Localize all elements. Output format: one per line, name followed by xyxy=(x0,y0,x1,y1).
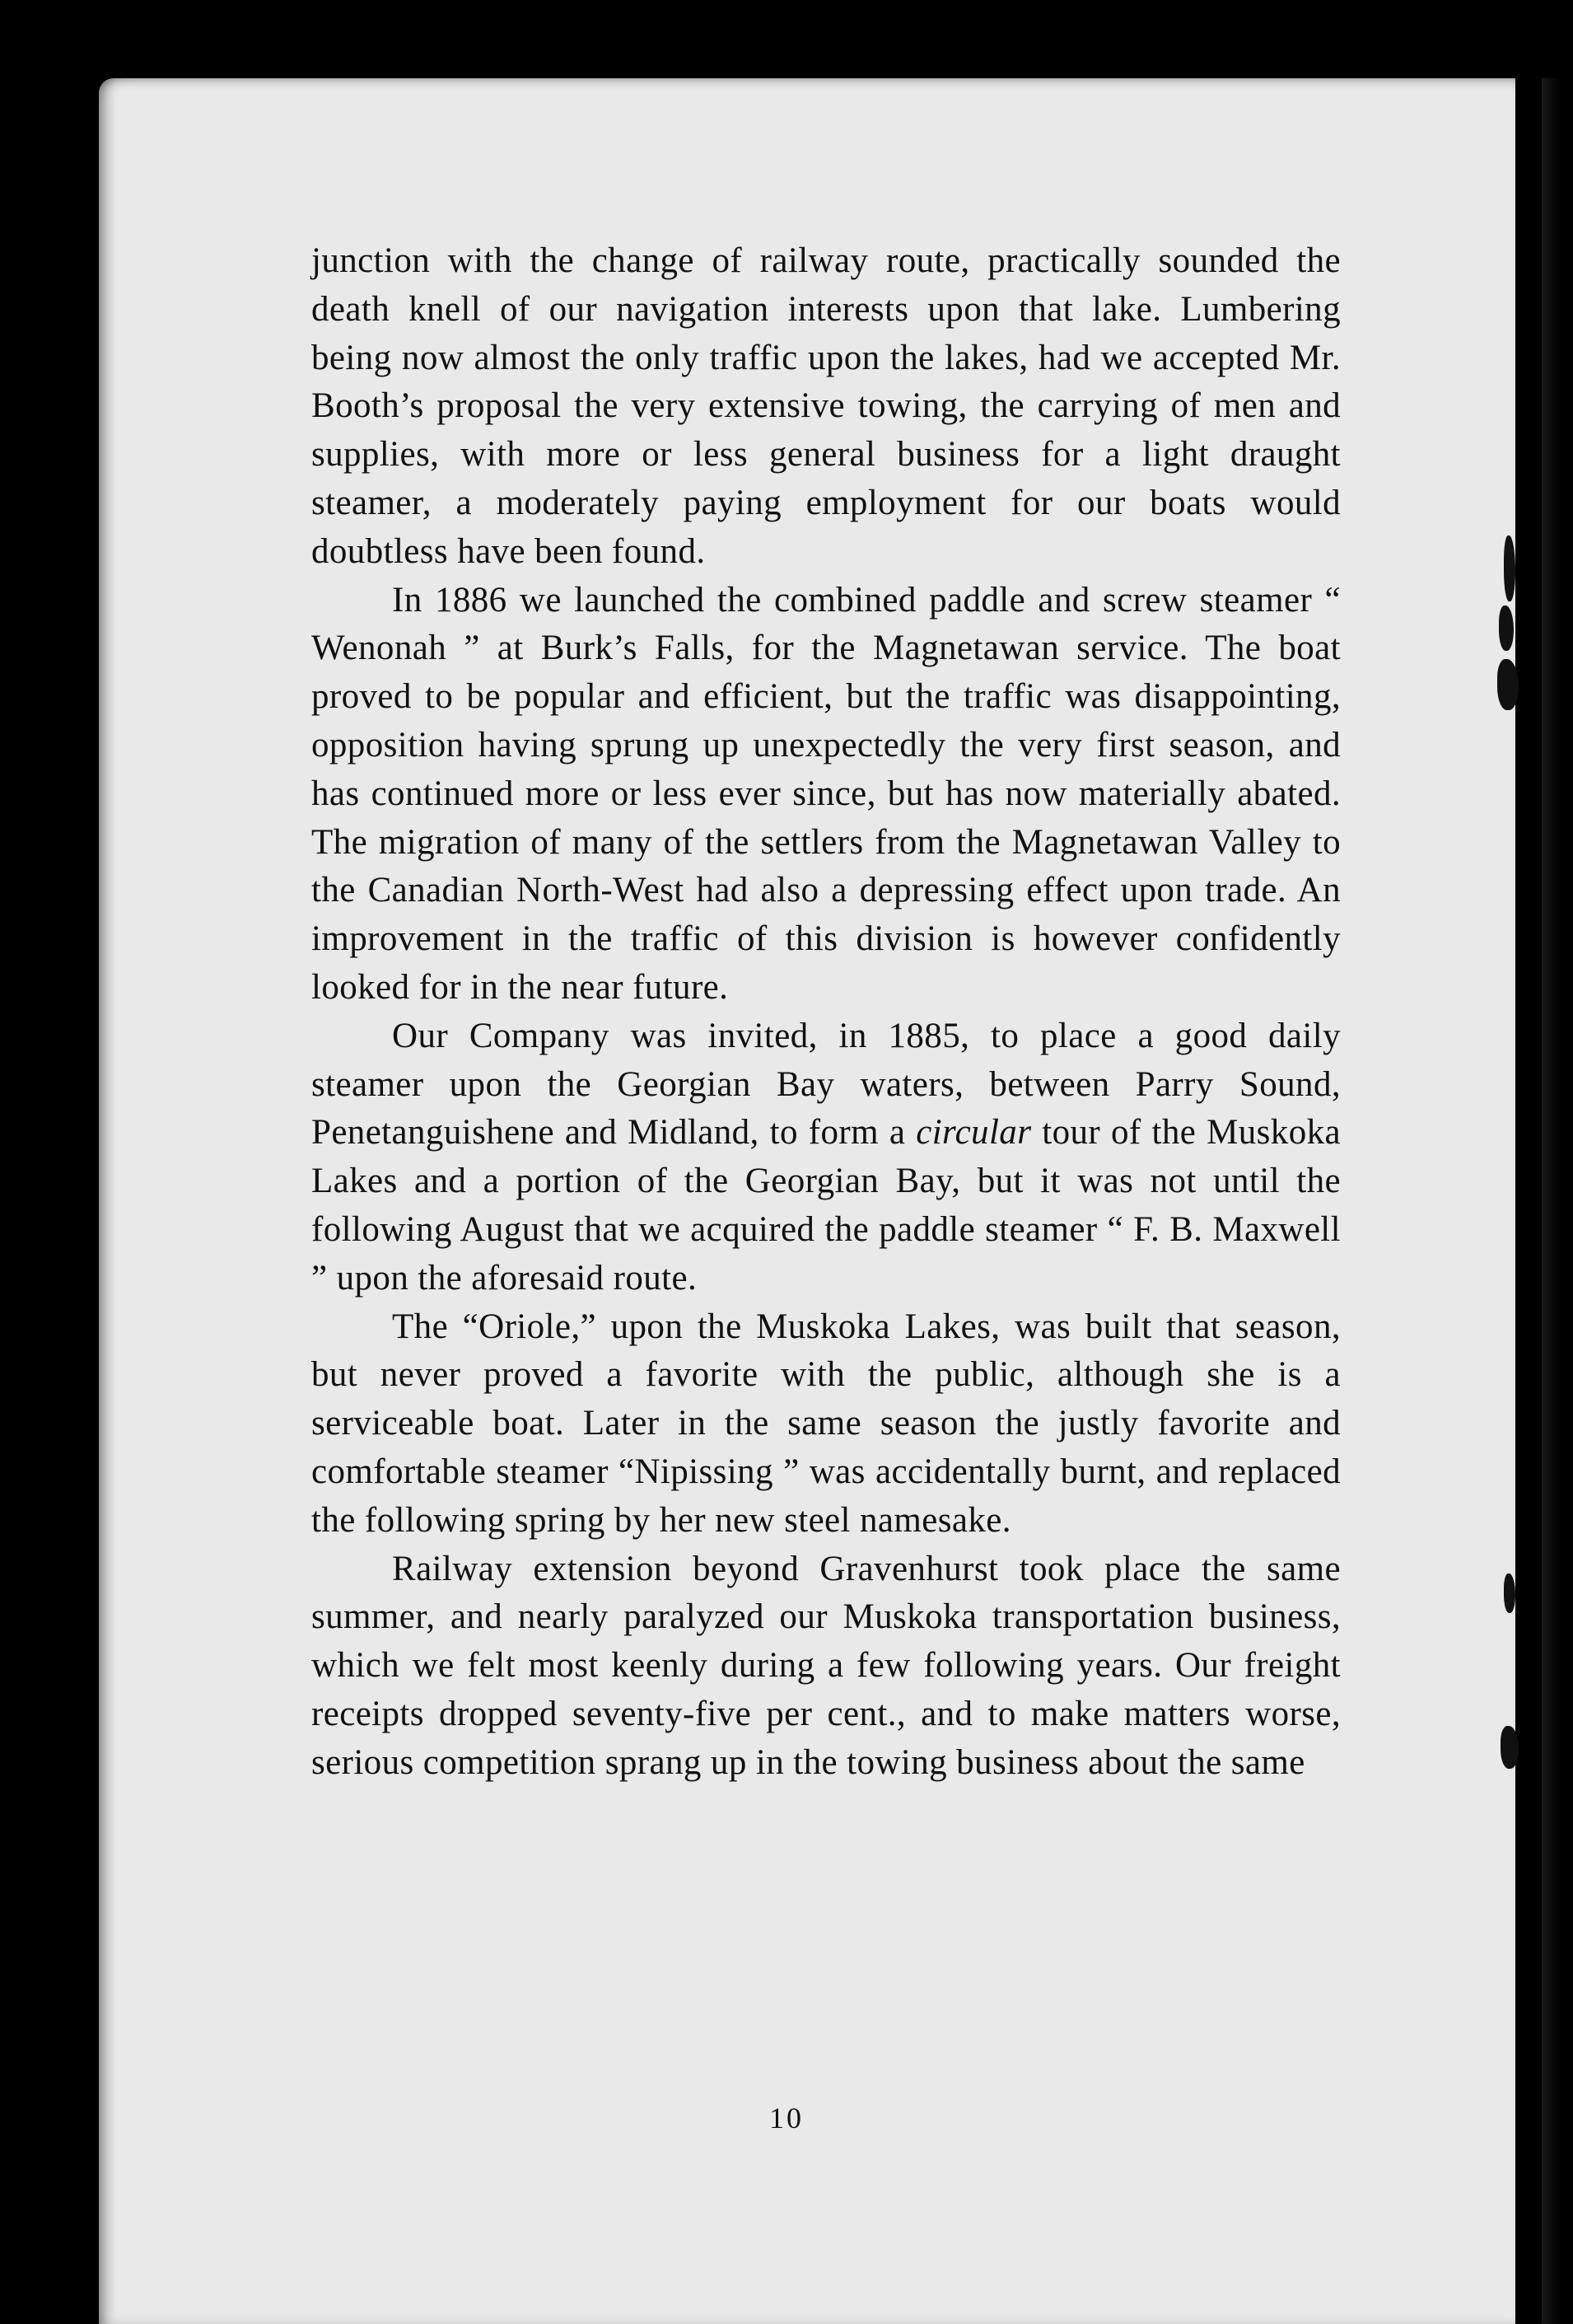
page-number: 10 xyxy=(769,2102,804,2135)
paragraph xyxy=(311,1012,1341,1303)
body-text xyxy=(311,237,1341,1788)
paragraph-text: In 1886 we launched the combined paddle and screw steamer “ Wenonah ” at Burk’s Falls, for the Magnetawan service. The boat proved to be popular and efficient, but the traffic was disappointing, opposition having sprung up unexpectedly the very first season, and has continued more or less ever since, but has now materially abated. The migration of many of the settlers from the Magnetawan Valley to the Canadian North-West had also a depressing effect upon trade. An improvement in the traffic of this division is however confidently looked for in the near future. xyxy=(311,580,1341,1007)
paragraph xyxy=(311,1545,1341,1788)
paragraph xyxy=(311,577,1341,1012)
margin-ink-mark xyxy=(1501,1726,1519,1769)
book-gutter xyxy=(1542,78,1573,2324)
paragraph xyxy=(311,237,1341,577)
paragraph-text: tour of the Muskoka Lakes and a portion of the Georgian Bay, but it was not until the following August that we acquired the paddle steamer “ F. B. Maxwell ” upon the aforesaid route. xyxy=(311,1113,1341,1298)
paragraph-text: junction with the change of railway route, practically sounded the death knell of our navigation interests upon that lake. Lumbering being now almost the only traffic upon the lakes, had we accepted Mr. Booth’s proposal the very extensive towing, the carrying of men and supplies, with more or less general business for a light draught steamer, a moderately paying employment for our boats would doubtless have been found. xyxy=(311,241,1341,571)
paragraph-text: Our Company was invited, in 1885, to place a good daily steamer upon the Georgian Bay waters, between Parry Sound, Penetanguishene and Midland, to form a xyxy=(311,1016,1341,1153)
paragraph-text: Railway extension beyond Gravenhurst took place the same summer, and nearly paralyzed our Muskoka transportation business, which we felt most keenly during a few following years. Our freight receipts dropped seventy-five per cent., and to make matters worse, serious competition sprang up in the towing business about the same xyxy=(311,1549,1341,1782)
italic-text: circular xyxy=(916,1113,1032,1153)
margin-ink-mark xyxy=(1504,1573,1515,1613)
paragraph-text: The “Oriole,” upon the Muskoka Lakes, was built that season, but never proved a favorite with the public, although she is a serviceable boat. Later in the same season the justly favorite and comfortable steamer “Nipissing ” was accidentally burnt, and replaced the following spring by her new steel namesake. xyxy=(311,1307,1341,1540)
paragraph xyxy=(311,1303,1341,1545)
margin-ink-mark xyxy=(1497,659,1519,710)
